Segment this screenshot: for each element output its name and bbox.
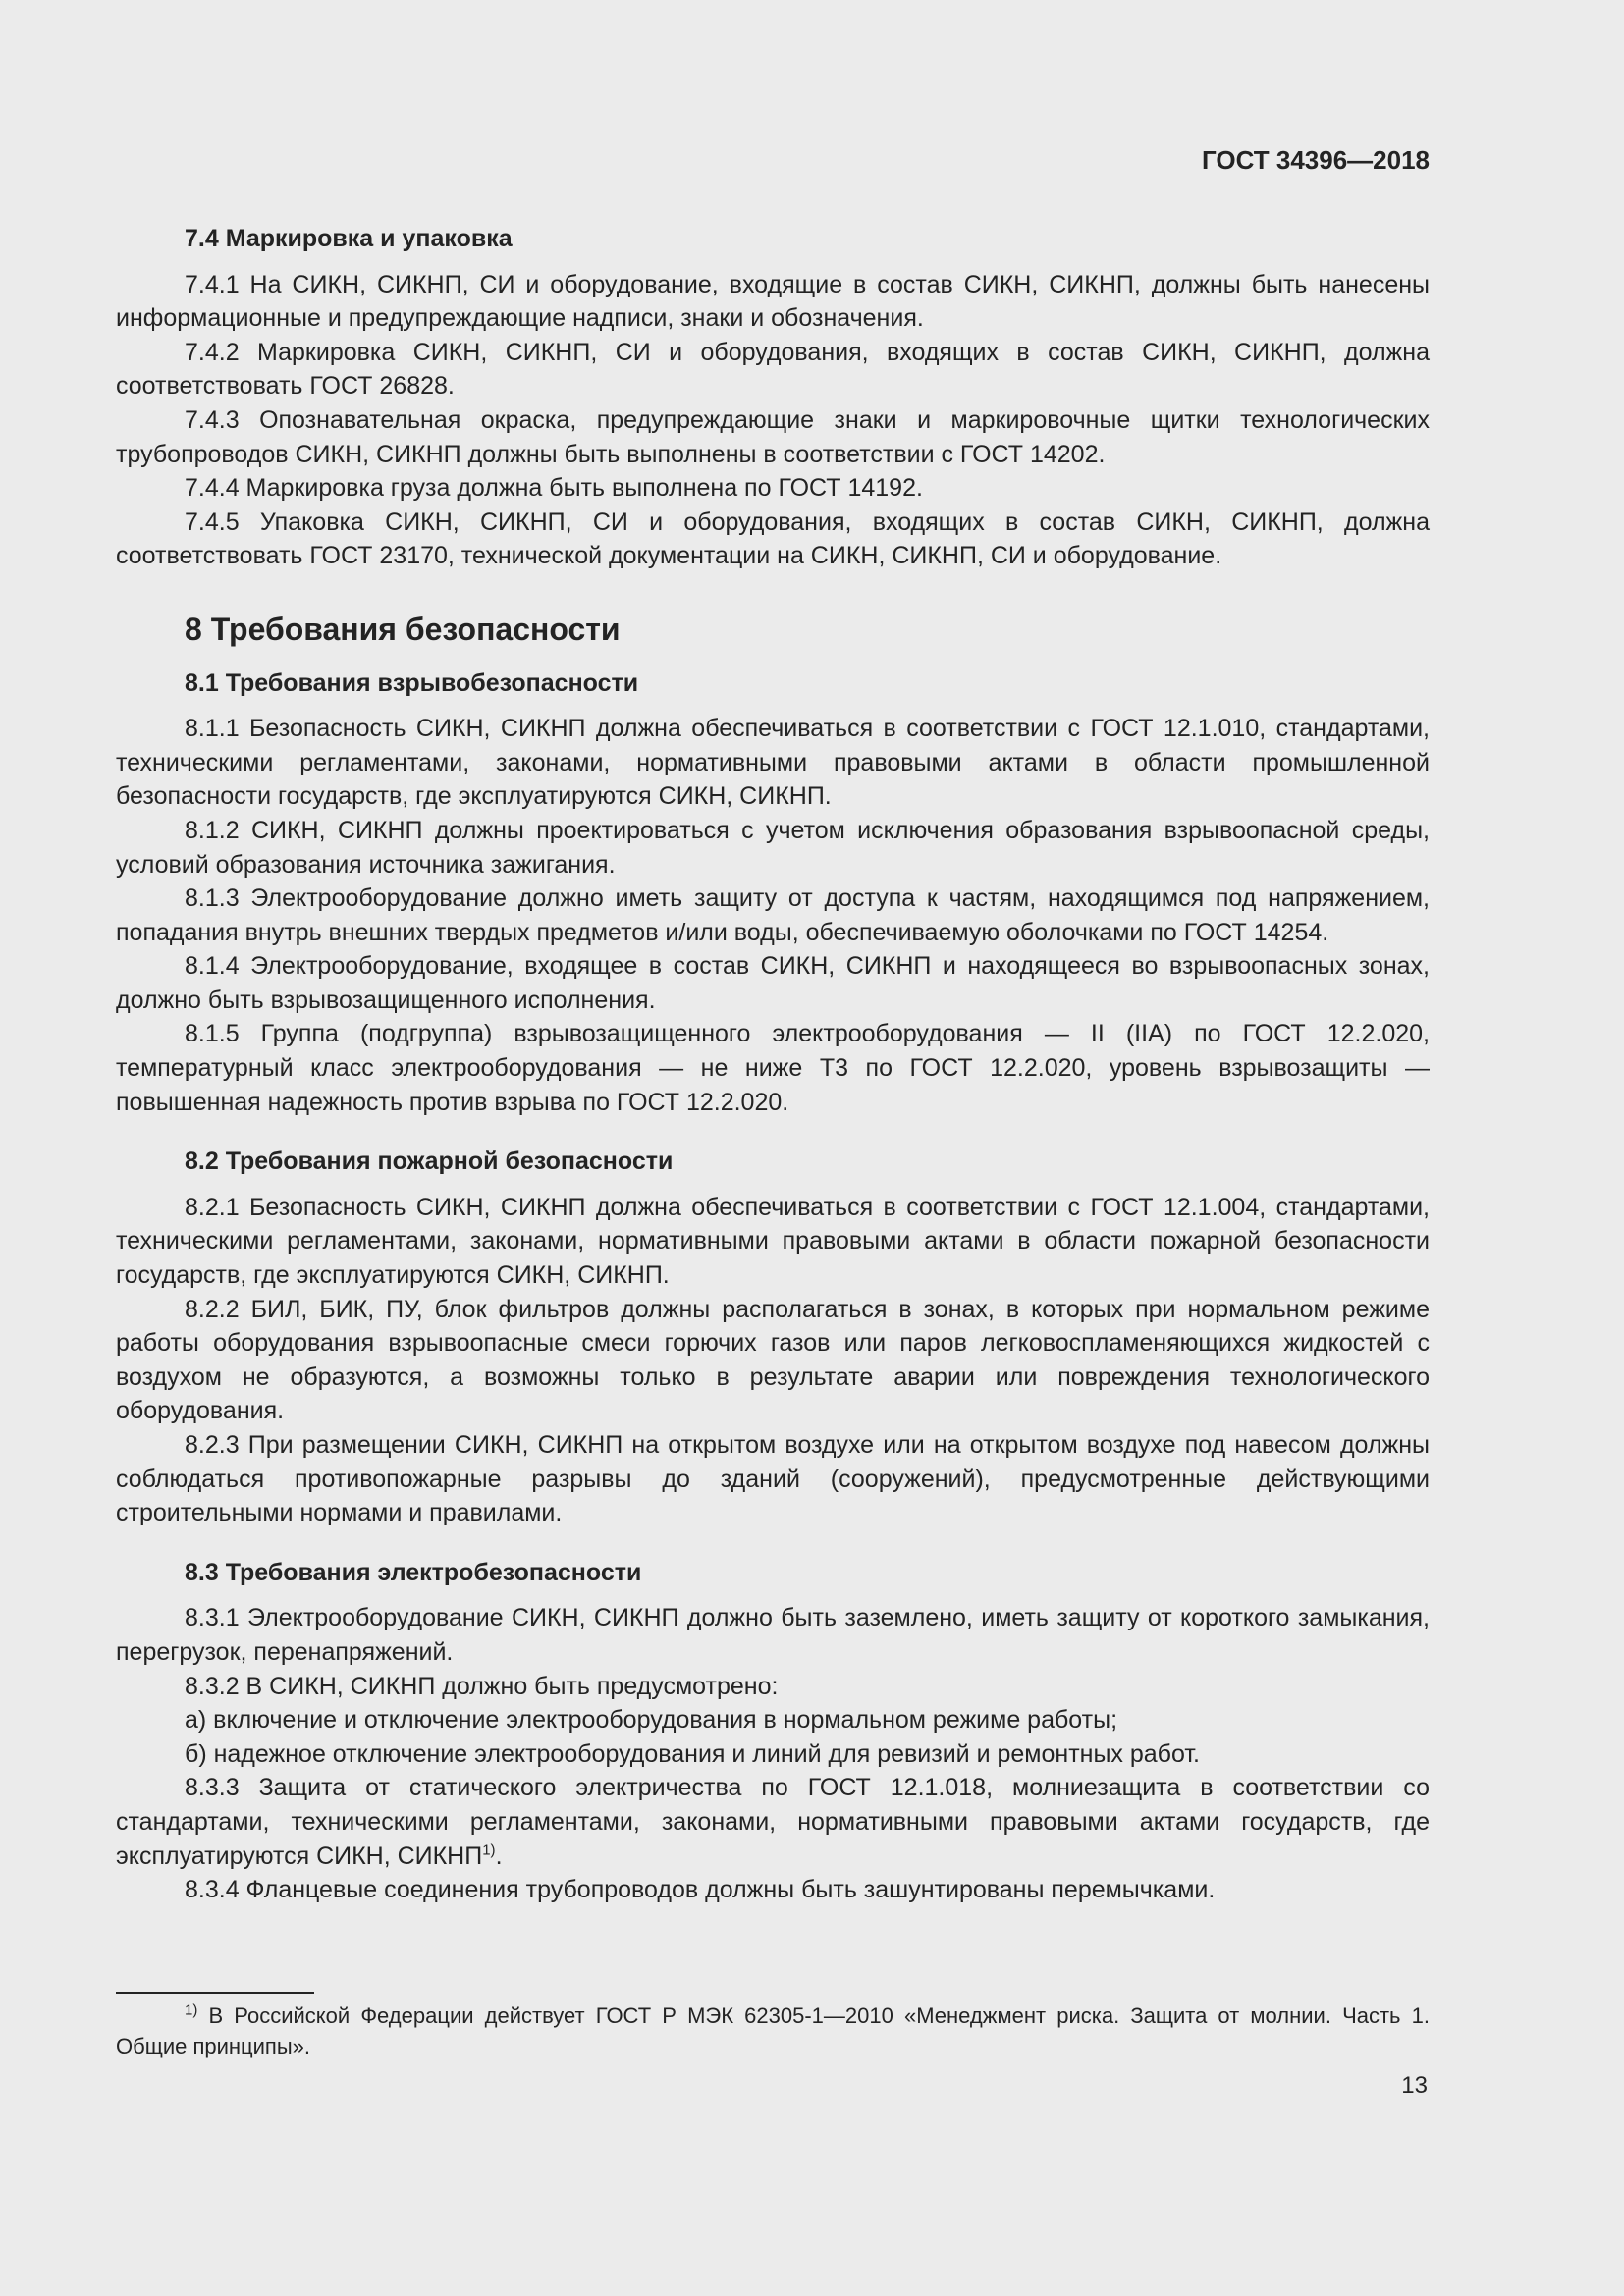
text: 7.4.2 Маркировка СИКН, СИКНП, СИ и оборудования, входящих в состав СИКН, СИКНП, должна соответствовать ГОСТ 26828. bbox=[116, 338, 1430, 400]
paragraph bbox=[116, 1293, 1430, 1428]
subsection-heading bbox=[185, 222, 1430, 256]
text: 8.1.4 Электрооборудование, входящее в состав СИКН, СИКНП и находящееся во взрывоопасных зонах, должно быть взрывозащищенного исполнения. bbox=[116, 952, 1430, 1014]
text: 8.1.2 СИКН, СИКНП должны проектироваться с учетом исключения образования взрывоопасной среды, условий образования источника зажигания. bbox=[116, 816, 1430, 879]
text: 7.4.5 Упаковка СИКН, СИКНП, СИ и оборудования, входящих в состав СИКН, СИКНП, должна соответствовать ГОСТ 23170, технической документации на СИКН, СИКНП, СИ и оборудование. bbox=[116, 507, 1430, 570]
text: 7.4.4 Маркировка груза должна быть выполнена по ГОСТ 14192. bbox=[185, 474, 923, 503]
text: 8.2.1 Безопасность СИКН, СИКНП должна обеспечиваться в соответствии с ГОСТ 12.1.004, стандартами, техническими регламентами, законами, нормативными правовыми актами в области пожарной безопасности государств, где эксплуатируются СИКН, СИКНП. bbox=[116, 1193, 1430, 1290]
paragraph bbox=[116, 506, 1430, 573]
text: 8.1.5 Группа (подгруппа) взрывозащищенного электрооборудования — II (IIA) по ГОСТ 12.2.020, температурный класс электрооборудования — не ниже Т3 по ГОСТ 12.2.020, уровень взрывозащиты — повышенная надежность против взрыва по ГОСТ 12.2.020. bbox=[116, 1020, 1430, 1116]
text: а) включение и отключение электрооборудования в нормальном режиме работы; bbox=[185, 1706, 1118, 1735]
paragraph bbox=[116, 712, 1430, 814]
paragraph bbox=[116, 1670, 1430, 1704]
text: 8.1.3 Электрооборудование должно иметь защиту от доступа к частям, находящимся под напряжением, попадания внутрь внешних твердых предметов и/или воды, обеспечиваемую оболочками по ГОСТ 14254. bbox=[116, 884, 1430, 946]
text: 7.4.3 Опознавательная окраска, предупреждающие знаки и маркировочные щитки технологических трубопроводов СИКН, СИКНП должны быть выполнены в соответствии с ГОСТ 14202. bbox=[116, 405, 1430, 468]
text: 8.3.1 Электрооборудование СИКН, СИКНП должно быть заземлено, иметь защиту от короткого замыкания, перегрузок, перенапряжений. bbox=[116, 1604, 1430, 1666]
text: б) надежное отключение электрооборудования и линий для ревизий и ремонтных работ. bbox=[185, 1739, 1200, 1768]
footnote-reference[interactable]: 1) bbox=[482, 1842, 496, 1859]
paragraph bbox=[116, 471, 1430, 506]
text: 8.3.3 Защита от статического электричества по ГОСТ 12.1.018, молниезащита в соответствии со стандартами, техническими регламентами, законами, нормативными правовыми актами государств, где эксплуатируются СИКН, СИКНП bbox=[116, 1774, 1430, 1870]
document-header: ГОСТ 34396—2018 bbox=[1202, 145, 1430, 175]
subsection-heading bbox=[185, 667, 1430, 701]
text: 8.2 Требования пожарной безопасности bbox=[185, 1148, 674, 1176]
text: 8.2.2 БИЛ, БИК, ПУ, блок фильтров должны располагаться в зонах, в которых при нормальном режиме работы оборудования взрывоопасные смеси горючих газов или паров легковоспламеняющихся жидкостей с воздухом не образуются, а возможны только в результате аварии или повреждения технологического оборудования. bbox=[116, 1295, 1430, 1425]
document-body bbox=[116, 222, 1430, 1907]
paragraph bbox=[116, 881, 1430, 949]
text: 8.1 Требования взрывобезопасности bbox=[185, 668, 639, 697]
text: 8.3 Требования электробезопасности bbox=[185, 1558, 642, 1586]
paragraph bbox=[116, 949, 1430, 1017]
subsection-heading bbox=[185, 1145, 1430, 1179]
list-item bbox=[116, 1703, 1430, 1737]
list-item bbox=[116, 1737, 1430, 1772]
text: 8 Требования безопасности bbox=[185, 611, 621, 647]
paragraph bbox=[116, 1017, 1430, 1119]
text: 8.3.4 Фланцевые соединения трубопроводов должны быть зашунтированы перемычками. bbox=[185, 1876, 1216, 1904]
footnote-divider bbox=[116, 1992, 314, 1994]
subsection-heading bbox=[185, 1556, 1430, 1590]
text: 7.4 Маркировка и упаковка bbox=[185, 225, 513, 252]
paragraph bbox=[116, 1428, 1430, 1530]
text: 8.1.1 Безопасность СИКН, СИКНП должна обеспечиваться в соответствии с ГОСТ 12.1.010, стандартами, техническими регламентами, законами, нормативными правовыми актами в области промышленной безопасности государств, где эксплуатируются СИКН, СИКНП. bbox=[116, 715, 1430, 811]
footnote bbox=[116, 2001, 1430, 2061]
section-heading bbox=[185, 613, 1430, 647]
paragraph bbox=[116, 1771, 1430, 1873]
text-tail: . bbox=[495, 1842, 503, 1870]
footnote-mark: 1) bbox=[185, 2002, 198, 2019]
page-number: 13 bbox=[1401, 2072, 1428, 2099]
paragraph bbox=[116, 403, 1430, 471]
paragraph bbox=[116, 336, 1430, 403]
paragraph bbox=[116, 814, 1430, 881]
footnote-text: В Российской Федерации действует ГОСТ Р МЭК 62305-1—2010 «Менеджмент риска. Защита от молнии. Часть 1. Общие принципы». bbox=[116, 2003, 1430, 2058]
text: 8.3.2 В СИКН, СИКНП должно быть предусмотрено: bbox=[185, 1672, 779, 1700]
paragraph bbox=[116, 1191, 1430, 1293]
paragraph bbox=[116, 1873, 1430, 1907]
text: 7.4.1 На СИКН, СИКНП, СИ и оборудование, входящие в состав СИКН, СИКНП, должны быть нанесены информационные и предупреждающие надписи, знаки и обозначения. bbox=[116, 270, 1430, 333]
text: 8.2.3 При размещении СИКН, СИКНП на открытом воздухе или на открытом воздухе под навесом должны соблюдаться противопожарные разрывы до зданий (сооружений), предусмотренные действующими строительными нормами и правилами. bbox=[116, 1431, 1430, 1527]
paragraph bbox=[116, 268, 1430, 336]
paragraph bbox=[116, 1601, 1430, 1669]
